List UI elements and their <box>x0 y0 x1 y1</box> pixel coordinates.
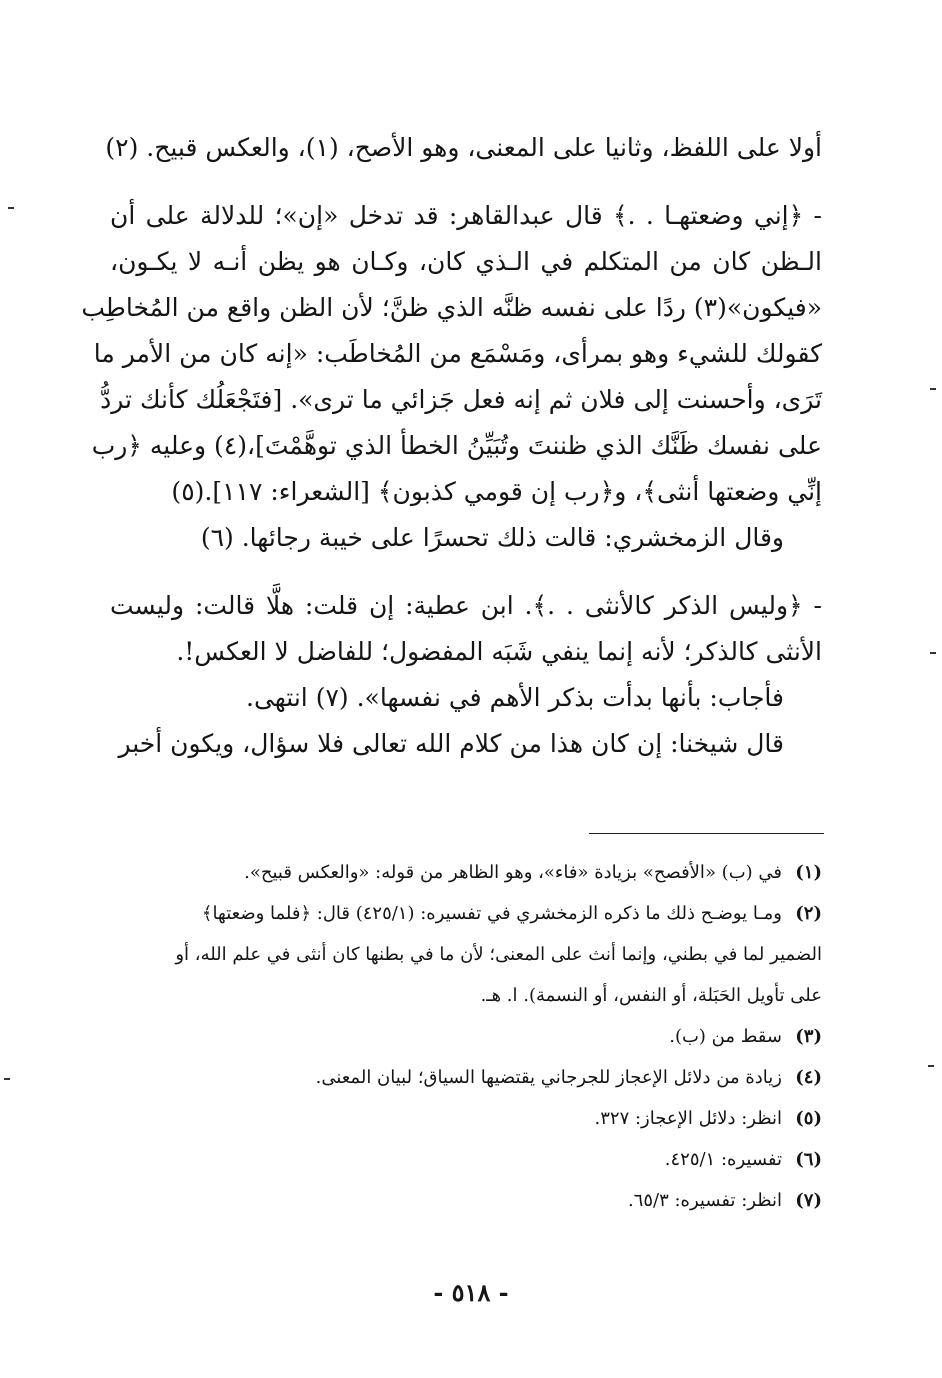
text-line: أولا على اللفظ، وثانيا على المعنى، وهو الأصح، (١)، والعكس قبيح. (٢) <box>105 133 822 162</box>
paragraph-inni-wadatuha <box>81 193 822 561</box>
text-line: وقال الزمخشري: قالت ذلك تحسرًا على خيبة رجائها. (٦) <box>200 523 784 552</box>
scan-mark <box>8 207 14 209</box>
main-text <box>81 125 822 767</box>
footnote-text: ومـا يوضـح ذلك ما ذكره الزمخشري في تفسيره: (٤٢٥/١) قال: ﴿فلما وضعتها﴾ <box>201 903 782 924</box>
text-line: - ﴿وليس الذكر كالأنثى . .﴾. ابن عطية: إن قلت: هلَّا قالت: وليست <box>110 591 822 620</box>
text-line: قال شيخنا: إن كان هذا من كلام الله تعالى فلا سؤال، ويكون أخبر <box>118 729 784 758</box>
footnote-item <box>100 1139 822 1180</box>
footnotes <box>100 852 822 1221</box>
footnote-number: (٧) <box>795 1190 822 1211</box>
footnote-text: في (ب) «الأفصح» بزيادة «فاء»، وهو الظاهر من قوله: «والعكس قبيح». <box>244 862 782 883</box>
text-line: - ﴿إني وضعتهـا . .﴾ قال عبدالقاهر: قد تدخل «إن»؛ للدلالة على أن <box>110 201 822 230</box>
footnote-number: (٣) <box>795 1026 822 1047</box>
text-line: فأجاب: بأنها بدأت بذكر الأهم في نفسها». (٧) انتهى. <box>246 683 784 712</box>
page-number: - ٥١٨ - <box>433 1278 509 1307</box>
footnote-continuation: الضمير لما في بطني، وإنما أنث على المعنى؛ لأن ما في بطنها كان أنثى في علم الله، أو <box>175 944 822 965</box>
footnote-number: (٤) <box>795 1067 822 1088</box>
footnote-number: (٦) <box>795 1149 822 1170</box>
scan-mark <box>928 1065 934 1067</box>
scan-mark <box>4 1078 10 1080</box>
footnote-item <box>100 852 822 893</box>
text-line: على نفسك ظَنَّك الذي ظننتَ وتُبَيِّنُ الخطأ الذي توهَّمْتَ]،(٤) وعليه ﴿رب <box>91 431 822 460</box>
footnote-item <box>100 1180 822 1221</box>
text-line: كقولك للشيء وهو بمرأى، ومَسْمَع من المُخاطَب: «إنه كان من الأمر ما <box>93 339 822 368</box>
footnote-separator <box>589 833 824 834</box>
footnote-text: زيادة من دلائل الإعجاز للجرجاني يقتضيها السياق؛ لبيان المعنى. <box>315 1067 782 1088</box>
scan-mark <box>930 388 936 390</box>
footnote-item <box>100 1098 822 1139</box>
footnote-continuation: على تأويل الحَبَلة، أو النفس، أو النسمة). ا. هـ. <box>480 985 822 1006</box>
text-line: إنِّي وضعتها أنثى﴾، و﴿رب إن قومي كذبون﴾ [الشعراء: ١١٧].(٥) <box>171 477 822 506</box>
text-line: «فيكون»(٣) ردًا على نفسه ظنَّه الذي ظنَّ؛ لأن الظن واقع من المُخاطِب <box>81 293 822 322</box>
footnote-text: سقط من (ب). <box>669 1026 782 1047</box>
scan-mark <box>930 652 936 654</box>
footnote-text: تفسيره: ٤٢٥/١. <box>664 1149 782 1170</box>
footnote-number: (١) <box>795 862 822 883</box>
footnote-item <box>100 893 822 934</box>
footnote-text: انظر: دلائل الإعجاز: ٣٢٧. <box>594 1108 782 1129</box>
footnote-item <box>100 1016 822 1057</box>
text-line: الـظن كان من المتكلم في الـذي كان، وكـان هو يظن أنـه لا يكـون، <box>110 247 822 276</box>
footnote-number: (٥) <box>795 1108 822 1129</box>
footnote-item <box>100 1057 822 1098</box>
text-line: تَرَى، وأحسنت إلى فلان ثم إنه فعل جَزائي ما ترى». [فتَجْعَلُك كأنك تردُّ <box>100 385 822 414</box>
footnote-number: (٢) <box>795 903 822 924</box>
footnote-text: انظر: تفسيره: ٦٥/٣. <box>627 1190 782 1211</box>
paragraph-laysa-al-dhakar <box>110 583 822 767</box>
text-line: الأنثى كالذكر؛ لأنه إنما ينفي شَبَه المفضول؛ للفاضل لا العكس!. <box>176 637 822 666</box>
